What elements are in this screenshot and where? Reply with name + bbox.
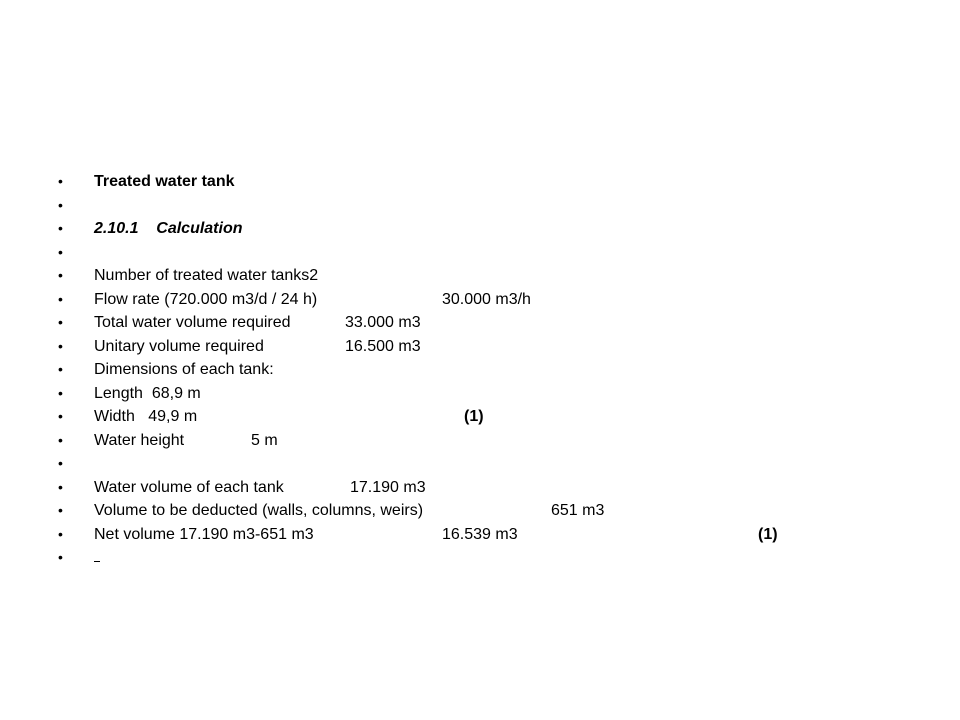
- list-item: [58, 264, 938, 288]
- list-item: [58, 523, 938, 547]
- bullet-icon: •: [58, 431, 63, 448]
- bullet-icon: •: [58, 408, 63, 424]
- bullet-icon: •: [58, 478, 63, 495]
- net-volume-value: 16.539 m3: [442, 525, 518, 543]
- list-item: [58, 476, 938, 500]
- flow-rate-value: 30.000 m3/h: [442, 290, 531, 308]
- total-volume-label: Total water volume required: [94, 314, 291, 331]
- list-item: [58, 452, 938, 476]
- list-item: [58, 429, 938, 453]
- bullet-icon: •: [58, 243, 63, 260]
- net-volume-label: Net volume 17.190 m3-651 m3: [94, 525, 314, 543]
- bullet-list: [58, 170, 938, 570]
- water-height-label: Water height: [94, 431, 185, 449]
- width-value: Width 49,9 m: [94, 408, 198, 425]
- list-item: [58, 499, 938, 523]
- list-item: [58, 194, 938, 218]
- list-item: [58, 170, 938, 194]
- dash-mark: [94, 549, 100, 562]
- list-item: [58, 546, 938, 570]
- bullet-icon: •: [58, 337, 63, 354]
- tank-volume-label: Water volume of each tank: [94, 478, 284, 496]
- section-heading-calculation: 2.10.1 Calculation: [94, 220, 243, 237]
- dimensions-label: Dimensions of each tank:: [94, 361, 274, 378]
- list-item: [58, 405, 938, 429]
- list-item: [58, 241, 938, 265]
- bullet-icon: •: [58, 502, 63, 518]
- list-item: [58, 311, 938, 335]
- bullet-icon: •: [58, 314, 63, 330]
- bullet-icon: •: [58, 384, 63, 401]
- list-item: [58, 335, 938, 359]
- bullet-icon: •: [58, 455, 63, 471]
- footnote-marker: (1): [464, 408, 484, 425]
- list-item: [58, 288, 938, 312]
- list-item: [58, 358, 938, 382]
- bullet-icon: •: [58, 173, 63, 189]
- trailing-dash: [94, 546, 100, 570]
- bullet-icon: •: [58, 361, 63, 377]
- list-item: [58, 217, 938, 241]
- bullet-icon: •: [58, 290, 63, 307]
- total-volume-value: 33.000 m3: [345, 314, 421, 331]
- flow-rate-label: Flow rate (720.000 m3/d / 24 h): [94, 290, 318, 308]
- bullet-icon: •: [58, 220, 63, 236]
- length-value: Length 68,9 m: [94, 384, 201, 402]
- water-height-value: 5 m: [251, 431, 278, 449]
- tank-volume-value: 17.190 m3: [350, 478, 426, 496]
- list-item: [58, 382, 938, 406]
- deducted-volume-label: Volume to be deducted (walls, columns, weirs): [94, 502, 424, 519]
- unitary-volume-value: 16.500 m3: [345, 337, 421, 355]
- unitary-volume-label: Unitary volume required: [94, 337, 264, 355]
- bullet-icon: •: [58, 267, 63, 283]
- deducted-volume-value: 651 m3: [551, 502, 605, 519]
- bullet-icon: •: [58, 525, 63, 542]
- bullet-icon: •: [58, 196, 63, 213]
- heading-treated-water-tank: Treated water tank: [94, 173, 235, 190]
- bullet-icon: •: [58, 549, 63, 565]
- footnote-marker: (1): [758, 525, 778, 543]
- number-of-tanks: Number of treated water tanks2: [94, 267, 319, 284]
